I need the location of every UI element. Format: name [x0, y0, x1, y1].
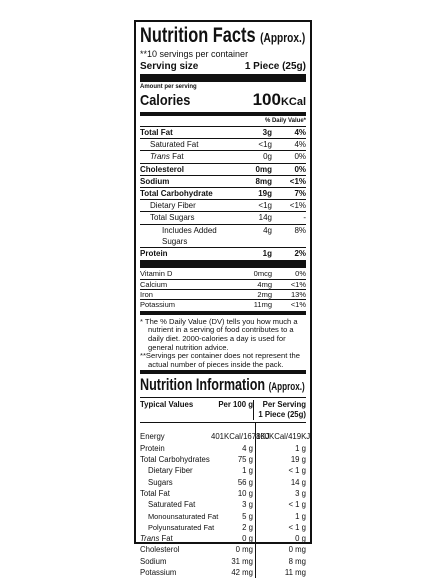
- nutrient-amount: 8mg: [255, 176, 272, 186]
- vitamin-amount: 4mg: [257, 279, 272, 289]
- info-serving: < 1 g: [255, 522, 306, 533]
- vitamin-name: Potassium: [140, 300, 176, 310]
- nutrient-row: [140, 212, 306, 224]
- info-per100: 0 g: [242, 534, 253, 544]
- info-row: [140, 477, 306, 488]
- nutrient-name: Saturated Fat: [150, 140, 199, 150]
- info-row: [140, 533, 306, 544]
- info-name: Polyunsaturated Fat: [148, 522, 215, 532]
- info-row: [140, 488, 306, 499]
- nutrient-row: [140, 127, 306, 139]
- info-per100: 42 mg: [231, 567, 253, 577]
- info-row: [140, 499, 306, 510]
- info-per100: 56 g: [237, 477, 253, 487]
- nutrient-amount: 1g: [262, 249, 272, 259]
- info-serving: 1 g: [255, 443, 306, 454]
- info-per100: 3 g: [242, 500, 253, 510]
- info-serving: < 1 g: [255, 465, 306, 476]
- info-per100: 4 g: [242, 443, 253, 453]
- info-row: [140, 556, 306, 567]
- trans-suffix: Fat: [169, 152, 184, 162]
- info-gap: [140, 423, 306, 431]
- servings-per-container: **10 servings per container: [140, 49, 249, 59]
- vitamin-dv: <1%: [290, 279, 306, 289]
- vitamin-row: [140, 269, 306, 279]
- nutrient-dv: 4%: [294, 128, 306, 137]
- trans-italic: Trans: [140, 534, 160, 544]
- info-per100: 2 g: [242, 522, 253, 532]
- vitamin-amount: 0mcg: [253, 269, 272, 279]
- vitamin-amount: 11mg: [253, 300, 272, 310]
- thick-divider: [140, 260, 306, 268]
- nutrient-dv: <1%: [289, 176, 306, 186]
- info-name: Dietary Fiber: [148, 466, 193, 476]
- nutrition-label: [134, 20, 312, 577]
- footnote-servings: **Servings per container does not represent the actual number of pieces inside the pack.: [140, 351, 300, 369]
- nutrient-name: Total Carbohydrate: [140, 189, 213, 199]
- info-row: [140, 443, 306, 454]
- info-row: [140, 522, 306, 533]
- nutrient-row: [140, 176, 306, 188]
- daily-value-header: % Daily Value*: [140, 117, 306, 127]
- info-serving: 19 g: [255, 454, 306, 465]
- calories-label: Calories: [140, 92, 191, 109]
- nutrient-name: Dietary Fiber: [150, 201, 196, 211]
- info-serving: 0 g: [255, 533, 306, 544]
- thick-divider: [140, 74, 306, 82]
- info-title-sub: (Approx.): [268, 381, 305, 394]
- facts-title-sub: (Approx.): [260, 30, 306, 45]
- nutrient-row: [140, 248, 306, 259]
- facts-title-text: Nutrition Facts: [140, 24, 256, 47]
- vitamin-row: [140, 280, 306, 290]
- vitamin-name: Iron: [140, 290, 153, 300]
- info-serving: 0 mg: [255, 544, 306, 555]
- info-row: [140, 454, 306, 465]
- nutrient-row: [140, 139, 306, 151]
- nutrient-name: Total Fat: [140, 128, 173, 137]
- info-row: [140, 431, 311, 442]
- nutrient-amount: 0mg: [255, 164, 272, 174]
- info-serving: 3 g: [255, 488, 306, 499]
- info-name: Protein: [140, 443, 165, 453]
- info-row: [140, 511, 306, 522]
- nutrient-amount: 14g: [258, 213, 272, 223]
- footnote-daily-value: * The % Daily Value (DV) tells you how much a nutrient in a serving of food contributes to a daily diet. 2000-calories a day is used for general nutrition advice.: [140, 316, 298, 352]
- nutrient-dv: 8%: [294, 225, 306, 235]
- calories-number: 100: [252, 90, 281, 109]
- info-name: [140, 533, 211, 544]
- vitamin-dv: 13%: [290, 290, 306, 300]
- col-typical-values: Typical Values: [140, 400, 194, 410]
- info-per100: 10 g: [237, 488, 253, 498]
- nutrient-name: Total Sugars: [150, 213, 195, 223]
- info-title: [140, 375, 305, 397]
- info-name: Total Carbohydrates: [140, 455, 210, 465]
- nutrient-dv: -: [303, 213, 306, 223]
- info-row: [140, 567, 306, 578]
- info-name: Sodium: [140, 556, 167, 566]
- info-serving: < 1 g: [255, 499, 306, 510]
- serving-size-label: Serving size: [140, 61, 199, 72]
- amount-per-serving: Amount per serving: [140, 84, 197, 90]
- nutrient-name: [140, 151, 232, 162]
- nutrient-amount: 4g: [263, 225, 272, 235]
- info-serving: 11 mg: [255, 567, 306, 578]
- nutrient-dv: 4%: [294, 140, 306, 150]
- info-per100: 1 g: [242, 466, 253, 476]
- info-per100: 31 mg: [231, 556, 253, 566]
- footnotes: [140, 318, 306, 370]
- col-per-100g: Per 100 g: [218, 400, 253, 410]
- info-per100: 75 g: [237, 455, 253, 465]
- info-serving: 100KCal/419KJ: [256, 432, 311, 442]
- nutrient-name: Includes Added Sugars: [162, 225, 217, 246]
- nutrient-amount: 3g: [262, 128, 272, 137]
- info-name: Total Fat: [140, 488, 170, 498]
- info-serving: 8 mg: [255, 556, 306, 567]
- medium-divider: [140, 311, 306, 315]
- info-serving: 14 g: [255, 477, 306, 488]
- info-name: Energy: [140, 432, 165, 442]
- info-name: Monounsaturated Fat: [148, 511, 219, 521]
- nutrient-row: [140, 151, 306, 163]
- info-per100: 5 g: [242, 511, 253, 521]
- nutrient-amount: 0g: [263, 152, 272, 162]
- col-per-serving: [253, 400, 306, 420]
- col-per-serving-line1: Per Serving: [262, 400, 306, 410]
- vitamin-dv: <1%: [290, 300, 306, 310]
- serving-size: [140, 60, 306, 73]
- nutrient-dv: 0%: [294, 164, 306, 174]
- calories-value: [253, 91, 306, 111]
- trans-italic: Trans: [150, 152, 170, 162]
- nutrient-row: [140, 225, 306, 248]
- serving-size-value: 1 Piece (25g): [244, 61, 306, 72]
- vitamin-dv: 0%: [295, 269, 306, 279]
- nutrient-row: [140, 188, 306, 200]
- nutrient-amount: 19g: [258, 189, 272, 199]
- nutrient-dv: 7%: [294, 189, 306, 199]
- calories-row: [140, 91, 306, 111]
- info-serving: 1 g: [255, 511, 306, 522]
- nutrient-row: [140, 200, 306, 212]
- nutrient-name: Sodium: [140, 176, 170, 186]
- nutrient-amount: <1g: [258, 201, 272, 211]
- info-title-text: Nutrition Information: [140, 375, 266, 395]
- vitamin-row: [140, 290, 306, 300]
- medium-divider: [140, 370, 306, 374]
- medium-divider: [140, 112, 306, 116]
- nutrient-dv: 2%: [294, 249, 306, 259]
- info-per100: 0 mg: [235, 545, 253, 555]
- trans-suffix: Fat: [159, 534, 173, 544]
- info-row: [140, 465, 306, 476]
- vitamin-row: [140, 300, 306, 309]
- info-per100: 401KCal/1678KJ: [211, 432, 270, 442]
- vitamin-amount: 2mg: [257, 290, 272, 300]
- nutrient-dv: 0%: [294, 152, 306, 162]
- vitamin-name: Vitamin D: [140, 269, 173, 279]
- col-per-serving-line2: 1 Piece (25g): [258, 410, 306, 420]
- info-name: Cholesterol: [140, 545, 180, 555]
- nutrient-name: Cholesterol: [140, 164, 185, 174]
- info-name: Saturated Fat: [148, 500, 196, 510]
- facts-title: [140, 24, 306, 49]
- nutrient-name: Protein: [140, 249, 168, 259]
- info-row: [140, 544, 306, 555]
- vitamin-name: Calcium: [140, 279, 168, 289]
- nutrient-row: [140, 164, 306, 176]
- info-table-header: [140, 398, 306, 423]
- info-name: Sugars: [148, 477, 173, 487]
- calories-unit: KCal: [280, 96, 306, 108]
- nutrient-amount: <1g: [258, 140, 272, 150]
- nutrient-dv: <1%: [289, 201, 306, 211]
- info-name: Potassium: [140, 567, 177, 577]
